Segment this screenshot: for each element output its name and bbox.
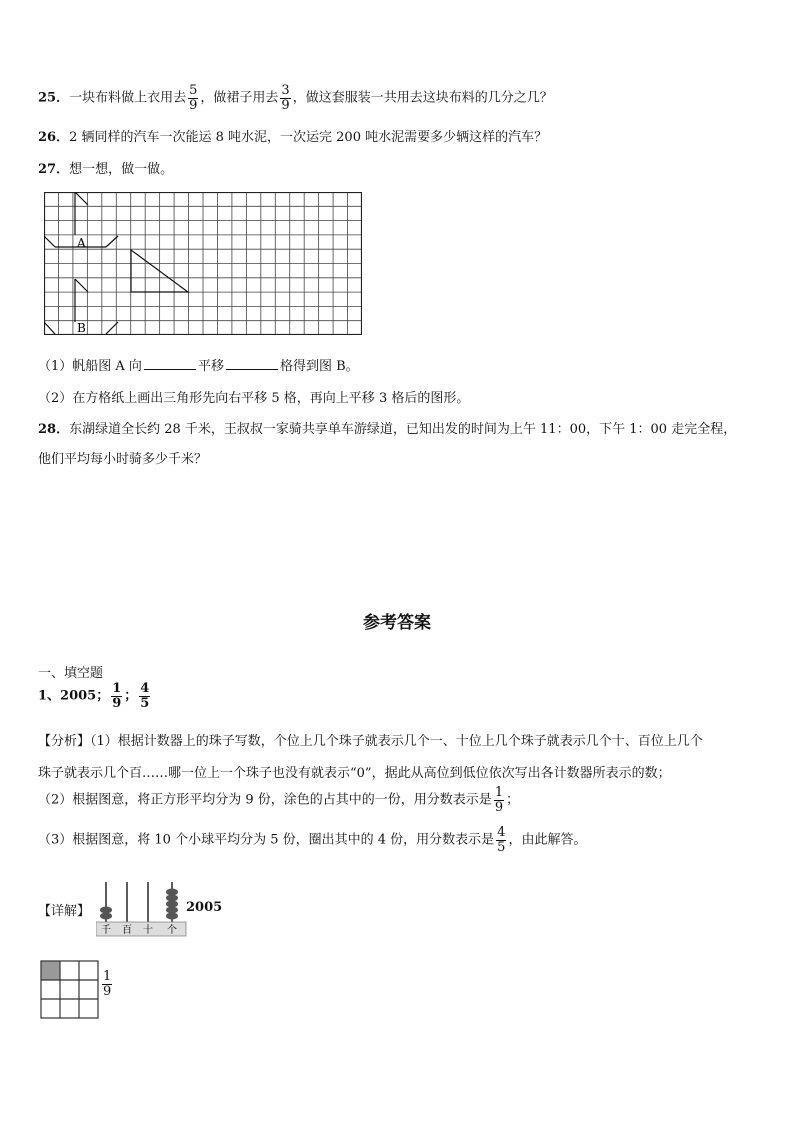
question-27-part-2: [38, 387, 469, 406]
detail-label: 【详解】: [38, 904, 91, 919]
question-27-part-1: [38, 355, 359, 374]
grid-figure: [44, 192, 362, 335]
answer-blank[interactable]: [144, 357, 196, 370]
text: （2）在方格纸上画出三角形先向右平移 5 格，再向上平移 3 格后的图形。: [38, 391, 470, 406]
fraction: $\frac{3}{9}$: [281, 83, 290, 113]
label-b: B: [77, 321, 86, 335]
abacus-label: 十: [143, 925, 153, 936]
question-27: [38, 158, 173, 177]
separator: ；: [124, 688, 138, 704]
abacus-value: 2005: [186, 900, 223, 915]
text: 平移: [197, 359, 224, 374]
text: ；: [506, 792, 520, 808]
abacus-label: 千: [101, 925, 111, 936]
question-text: 一块布料做上衣用去: [69, 90, 187, 106]
fraction: $\frac{1}{9}$: [103, 969, 112, 999]
fraction: $\frac{5}{9}$: [189, 83, 198, 113]
fraction: $\frac{4}{5}$: [140, 681, 150, 711]
text: 格得到图 B。: [279, 359, 359, 374]
question-text: ，做这套服装一共用去这块布料的几分之几？: [292, 90, 553, 106]
analysis-line-1: 【分析】（1）根据计数器上的珠子写数，个位上几个珠子就表示几个一、十位上几个珠子就表示几个十、百位上几个: [38, 734, 703, 749]
question-text: 2 辆同样的汽车一次能运 8 吨水泥，一次运完 200 吨水泥需要多少辆这样的汽车？: [69, 130, 548, 145]
answer-1: [38, 682, 152, 710]
answer-text: 1、2005；: [38, 688, 110, 704]
fraction: $\frac{4}{5}$: [497, 825, 506, 855]
label-a: A: [77, 236, 86, 250]
fraction: $\frac{1}{9}$: [494, 785, 504, 815]
square-fraction: [100, 970, 114, 998]
answer-blank[interactable]: [226, 357, 278, 370]
text: （1）帆船图 A 向: [38, 359, 142, 374]
abacus-icon: [96, 880, 188, 938]
nine-square-grid: [40, 960, 100, 1020]
text: （3）根据图意，将 10 个小球平均分为 5 份，圈出其中的 4 份，用分数表示是: [38, 832, 495, 848]
text: （2）根据图意，将正方形平均分为 9 份，涂色的占其中的一份，用分数表示是: [38, 792, 492, 808]
question-text: 东湖绿道全长约 28 千米，王叔叔一家骑共享单车游绿道，已知出发的时间为上午 11：00，下午 1：00 走完全程，: [69, 422, 737, 437]
abacus-label: 个: [167, 925, 177, 936]
answers-title: 参考答案: [363, 613, 431, 633]
question-number: 28．: [38, 422, 70, 437]
question-28-line-2: [38, 448, 207, 467]
grid-lines: [44, 192, 362, 335]
text: ，由此解答。: [508, 832, 587, 848]
analysis-line-4: [38, 826, 586, 854]
analysis-line-3: [38, 786, 519, 814]
shaded-cell: [41, 961, 60, 980]
question-26: [38, 126, 547, 145]
question-number: 27．: [38, 162, 70, 177]
abacus-label: 百: [122, 925, 132, 936]
question-text: 想一想，做一做。: [69, 162, 174, 177]
question-text: 他们平均每小时骑多少千米？: [38, 452, 208, 467]
question-number: 26．: [38, 130, 70, 145]
analysis-line-2: 珠子就表示几个百……哪一位上一个珠子也没有就表示“0”，据此从高位到低位依次写出各计数器所表示的数；: [38, 766, 671, 781]
question-number: 25．: [38, 90, 70, 106]
section-heading: 一、填空题: [38, 666, 104, 681]
fraction: $\frac{1}{9}$: [112, 681, 122, 711]
question-text: ，做裙子用去: [200, 90, 279, 106]
question-28: [38, 418, 736, 437]
question-25: [38, 84, 553, 112]
